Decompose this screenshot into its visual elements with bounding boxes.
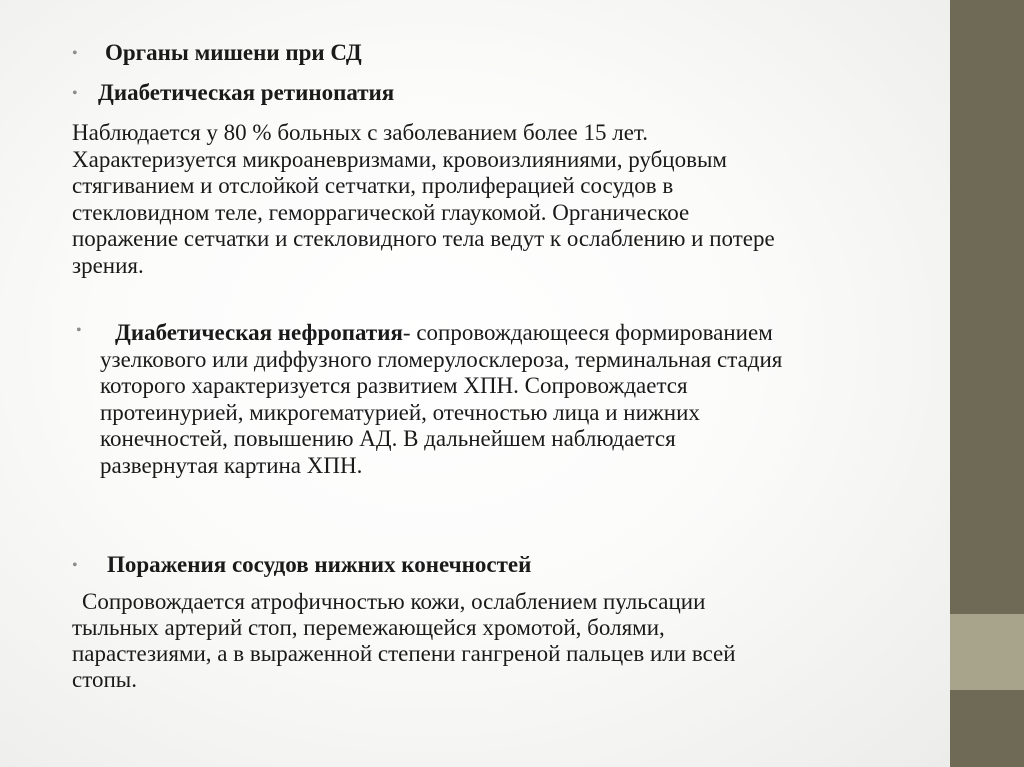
text-line: которого характеризуется развитием ХПН. Сопровождается (100, 373, 688, 398)
text-line: развернутая картина ХПН. (100, 452, 363, 478)
text-line: Наблюдается у 80 % больных с заболеванием более 15 лет. (72, 120, 648, 145)
bullet-vessels (72, 552, 692, 580)
bullet-retinopathy-text: Диабетическая ретинопатия (98, 80, 395, 105)
vessels-paragraph (72, 589, 736, 693)
text-line: парастезиями, а в выраженной степени гангреной пальцев или всей (72, 641, 736, 666)
text-line: поражение сетчатки и стекловидного тела ведут к ослаблению и потере (72, 226, 775, 251)
bullet-organs (72, 40, 472, 68)
text-line: зрения. (72, 252, 144, 278)
text-line: стекловидном теле, геморрагической глаукомой. Органическое (72, 199, 690, 225)
text-line: конечностей, повышению АД. В дальнейшем наблюдается (100, 426, 676, 451)
text-line: стопы. (72, 667, 137, 692)
text-line: тыльных артерий стоп, перемежающейся хромотой, болями, (72, 615, 665, 640)
text-line (100, 320, 782, 347)
sidebar-accent-block (950, 614, 1024, 690)
bullet-nephropathy-title: Диабетическая нефропатия (115, 320, 403, 345)
text-line: Сопровождается атрофичностью кожи, ослаблением пульсации (82, 589, 706, 614)
text-line: узелкового или диффузного гломерулосклероза, терминальная стадия (100, 346, 783, 372)
bullet-dot-icon: • (72, 45, 78, 62)
bullet-dot-icon: • (76, 322, 82, 339)
nephropathy-first-line: - сопровождающееся формированием (402, 320, 773, 345)
bullet-retinopathy (72, 80, 522, 108)
text-line: протеинурией, микрогематурией, отечностью лица и нижних (100, 399, 700, 425)
bullet-dot-icon: • (72, 85, 78, 102)
bullet-vessels-text: Поражения сосудов нижних конечностей (107, 552, 532, 577)
text-line: стягиванием и отслойкой сетчатки, пролиферацией сосудов в (72, 173, 674, 198)
nephropathy-paragraph (100, 320, 782, 479)
bullet-dot-icon: • (72, 557, 78, 574)
retinopathy-paragraph (72, 120, 775, 279)
bullet-organs-text: Органы мишени при СД (105, 40, 362, 65)
text-line: Характеризуется микроаневризмами, кровоизлияниями, рубцовым (72, 146, 727, 172)
